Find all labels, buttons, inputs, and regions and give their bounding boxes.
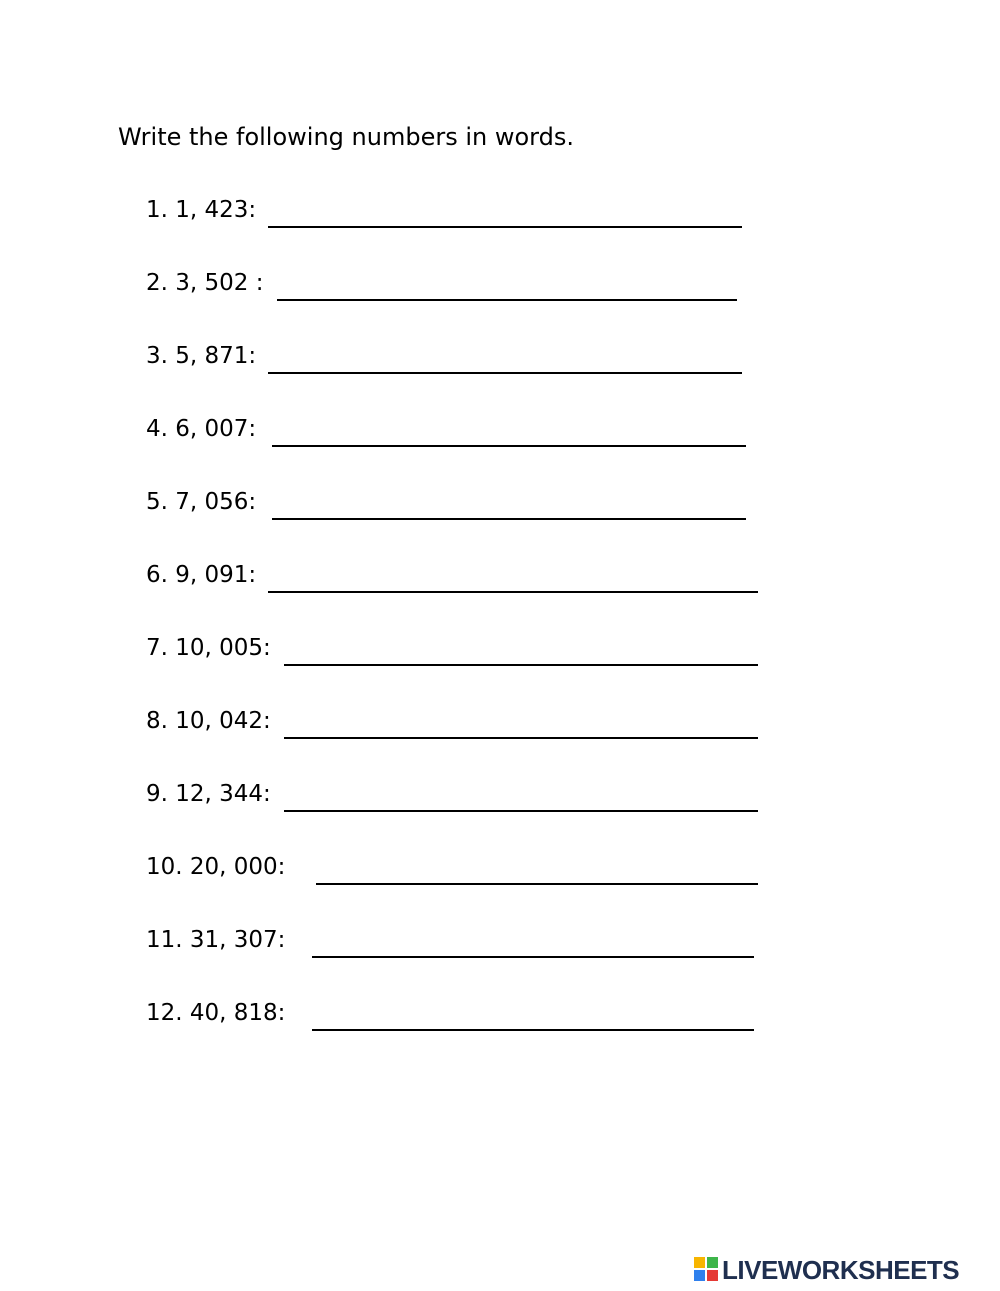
answer-line[interactable] bbox=[272, 445, 746, 447]
answer-line[interactable] bbox=[284, 810, 758, 812]
answer-line[interactable] bbox=[284, 737, 758, 739]
answer-line[interactable] bbox=[268, 591, 758, 593]
question-label: 4. 6, 007: bbox=[146, 416, 257, 442]
question-label: 10. 20, 000: bbox=[146, 854, 286, 880]
question-row bbox=[146, 557, 758, 593]
question-label: 8. 10, 042: bbox=[146, 708, 271, 734]
question-label: 12. 40, 818: bbox=[146, 1000, 286, 1026]
question-row bbox=[146, 703, 758, 739]
answer-line[interactable] bbox=[277, 299, 737, 301]
question-label: 2. 3, 502 : bbox=[146, 270, 264, 296]
question-row bbox=[146, 776, 758, 812]
question-label: 11. 31, 307: bbox=[146, 927, 286, 953]
instruction-text: Write the following numbers in words. bbox=[118, 123, 574, 151]
question-row bbox=[146, 338, 742, 374]
question-label: 9. 12, 344: bbox=[146, 781, 271, 807]
answer-line[interactable] bbox=[268, 226, 742, 228]
question-label: 6. 9, 091: bbox=[146, 562, 257, 588]
answer-line[interactable] bbox=[312, 956, 754, 958]
question-row bbox=[146, 922, 754, 958]
question-label: 7. 10, 005: bbox=[146, 635, 271, 661]
question-row bbox=[146, 630, 758, 666]
brand-name: LIVEWORKSHEETS bbox=[722, 1255, 960, 1285]
question-row bbox=[146, 192, 742, 228]
question-row bbox=[146, 411, 746, 447]
question-row bbox=[146, 484, 746, 520]
answer-line[interactable] bbox=[268, 372, 742, 374]
question-label: 1. 1, 423: bbox=[146, 197, 257, 223]
question-label: 5. 7, 056: bbox=[146, 489, 257, 515]
question-label: 3. 5, 871: bbox=[146, 343, 257, 369]
answer-line[interactable] bbox=[272, 518, 746, 520]
question-row bbox=[146, 265, 737, 301]
liveworksheets-brand bbox=[694, 1255, 994, 1287]
answer-line[interactable] bbox=[316, 883, 758, 885]
question-row bbox=[146, 849, 758, 885]
question-row bbox=[146, 995, 754, 1031]
answer-line[interactable] bbox=[312, 1029, 754, 1031]
answer-line[interactable] bbox=[284, 664, 758, 666]
liveworksheets-logo-icon bbox=[694, 1257, 718, 1281]
